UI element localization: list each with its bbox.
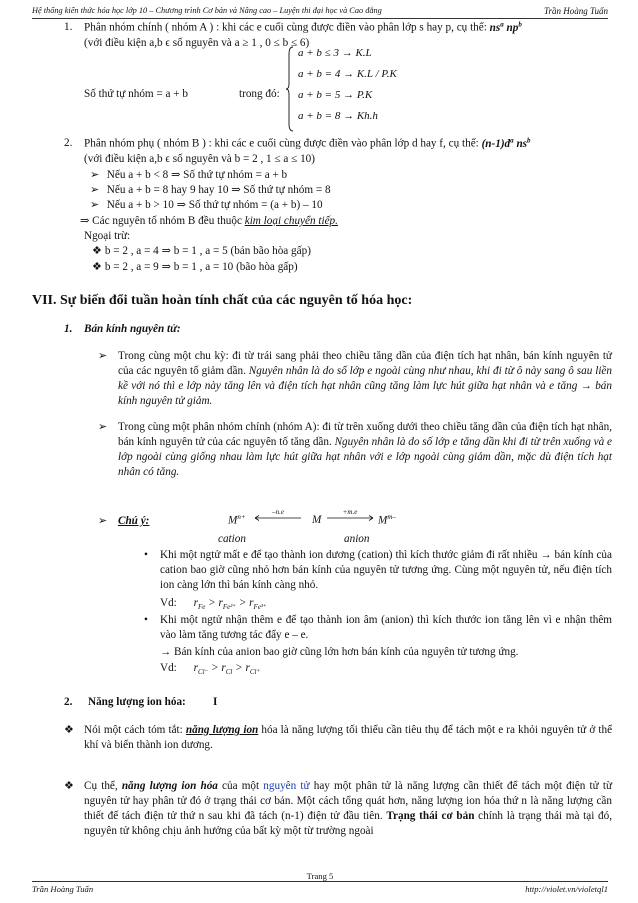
sub2-number: 2. — [64, 696, 73, 708]
arrow-bullet-icon: ➢ — [98, 421, 108, 433]
eq-arrow-2 — [326, 508, 374, 521]
s2-mid2: hay một phân tử là năng lượng cần thiết để tách một điện tử từ nguyên tử hay phân tử đó ở trạng thái cơ bản. Một cách tổng quát hơn, năng lượng ion hóa thứ n là năng lượng cần thiết để tách điện tử thứ n sau khi đã tách (n-1) điện tử đầu tiên. — [84, 780, 613, 822]
item1-formula-mid: np — [503, 21, 519, 34]
vd1-sub3: Fe³⁺ — [253, 603, 267, 612]
page-header — [32, 4, 608, 19]
diamond-bullet-icon: ❖ — [64, 780, 75, 792]
arrow-bullet-icon: ➢ — [90, 199, 100, 211]
anion-result: → Bán kính của anion bao giờ cũng lớn hơn bán kính của nguyên tử tương ứng. — [160, 646, 519, 658]
case-brace — [286, 46, 294, 132]
eq-arrow-1 — [254, 508, 302, 521]
note-label: Chú ý: — [118, 515, 150, 527]
item1-line2: (với điều kiện a,b ϵ số nguyên và a ≥ 1 , 0 ≤ b ≤ 6) — [84, 37, 310, 49]
eq-anion: anion — [344, 533, 370, 545]
eq-right-sup: m– — [387, 513, 396, 521]
page-footer — [32, 871, 608, 896]
item2-formula-mid: ns — [513, 137, 528, 150]
eq-right-symbol: M — [378, 514, 388, 527]
exception-1 — [92, 244, 311, 259]
diamond-bullet-icon: ❖ — [92, 261, 103, 273]
case-1: a + b ≤ 3 → K.L — [298, 47, 372, 59]
section-title: VII. Sự biến đổi tuần hoàn tính chất của các nguyên tố hóa học: — [32, 293, 413, 308]
header-left: Hệ thống kiến thức hóa học lớp 10 – Chương trình Cơ bản và Nâng cao – Luyện thi đại học và Cao đẳng — [32, 6, 382, 15]
vd1: Vd: $r_{Fe} > r_{Fe^{2+}} > r_{Fe^{3+}}$ — [160, 597, 267, 612]
s2-end: chính là trạng thái mà tại đó, nguyên tử không chịu ảnh hưởng của bất kỳ một từ trường ngoài — [84, 810, 613, 837]
bullet-text: Nếu a + b > 10 ⇒ Số thứ tự nhóm = (a + b) – 10 — [106, 199, 323, 211]
eq-left — [228, 513, 246, 529]
s1-prefix: Nói một cách tóm tắt: — [84, 724, 183, 736]
case-2: a + b = 4 → K.L / P.K — [298, 68, 397, 80]
vd-label: Vd: — [160, 597, 177, 609]
ionization-summary — [84, 723, 612, 753]
s2-mid1: của một — [222, 780, 260, 792]
case-4: a + b = 8 → Kh.h — [298, 110, 378, 122]
exception-text: b = 2 , a = 9 ⇒ b = 1 , a = 10 (bão hòa gấp) — [104, 261, 298, 273]
p1-italic: Nguyên nhân là do số lớp e ngoài cùng như nhau, khi đi từ ô này sang ô sau liền kề với nó thì e lớp này tăng lên và điện tích hạt nhân cũng tăng làm lực hút giữa hạt nhân và e tăng → bán kính nguyên tử giảm. — [118, 365, 612, 407]
item1-group-label: Số thứ tự nhóm = a + b — [84, 88, 188, 100]
s2-prefix: Cụ thể, — [84, 780, 118, 792]
item2-sup2: b — [527, 136, 531, 144]
item1-where: trong đó: — [239, 88, 280, 100]
vd1-sub2: Fe²⁺ — [222, 603, 237, 612]
vd2-sub1: Cl⁻ — [197, 668, 209, 677]
item2-text: Phân nhóm phụ ( nhóm B ) : khi các e cuối cùng được điền vào phân lớp d hay f, cụ thể: — [84, 137, 479, 150]
s2-bold2: Trạng thái cơ bản — [386, 810, 475, 822]
sub2-title: Năng lượng ion hóa: — [88, 696, 186, 708]
vd-label: Vd: — [160, 662, 177, 674]
footer-url[interactable]: http://violet.vn/violetql1 — [525, 884, 608, 894]
arrow-bullet-icon: ➢ — [98, 515, 108, 527]
item1-line1 — [84, 20, 609, 36]
item2-number: 2. — [64, 137, 73, 149]
item2-line1 — [84, 136, 614, 152]
p2-italic: Nguyên nhân là do số lớp e tăng dần khi đi từ trên xuống và e lớp ngoài cùng giống nhau làm lực hút giữa hạt nhân với e lớp ngoài cùng giảm dần, mặc dù điện tích hạt nhân có tăng. — [118, 436, 612, 478]
eq-arrow1-label: –n.e — [272, 508, 284, 516]
anion-paragraph: Khi một ngtử nhận thêm e để tạo thành ion âm (anion) thì kích thước ion tăng lên vì e nhận thêm vào làm tăng tương tác đẩy e – e. — [160, 614, 612, 641]
footer-left: Trần Hoàng Tuấn — [32, 884, 94, 894]
exceptions-label: Ngoại trừ: — [84, 230, 131, 242]
case-3: a + b = 5 → P.K — [298, 89, 373, 101]
p2-text: Trong cùng một phân nhóm chính (nhóm A): đi từ trên xuống dưới theo chiều tăng dần của điện tích hạt nhân, bán kính nguyên tử của các nguyên tố tăng dần. — [118, 421, 612, 448]
item2-bullet-1 — [90, 168, 287, 183]
eq-right — [378, 513, 396, 529]
arrow-bullet-icon: ➢ — [98, 350, 108, 362]
footer-page-number: Trang 5 — [306, 871, 334, 881]
diamond-bullet-icon: ❖ — [92, 245, 103, 257]
cation-paragraph: Khi một ngtử mất e để tạo thành ion dương (cation) thì kích thước giảm đi rất nhiều → bán kính của cation bao giờ cũng nhỏ hơn bán kính của nguyên tử tương ứng. Cùng một nguyên tử, nếu điện tích ion càng lớn thì bán kính càng nhỏ. — [160, 549, 612, 591]
item1-sup1: a — [500, 20, 504, 28]
item2-conclusion — [80, 214, 338, 229]
item1-sup2: b — [518, 20, 522, 28]
item2-line2: (với điều kiện a,b ϵ số nguyên và b = 2 , 1 ≤ a ≤ 10) — [84, 153, 315, 165]
item1-number: 1. — [64, 21, 73, 33]
dot-bullet-icon: • — [144, 549, 148, 561]
exception-2 — [92, 260, 298, 275]
item2-formula: (n-1)d — [481, 137, 511, 150]
diamond-bullet-icon: ❖ — [64, 724, 75, 736]
nguyen-tu-link[interactable]: nguyên tử — [263, 780, 310, 792]
p1-text: Trong cùng một chu kỳ: đi từ trái sang phải theo chiều tăng dần của điện tích hạt nhân, bán kính nguyên tử của các nguyên tố giảm dần. — [118, 350, 612, 377]
sub1-number: 1. — [64, 323, 73, 335]
bullet-text: Nếu a + b < 8 ⇒ Số thứ tự nhóm = a + b — [106, 169, 288, 181]
radius-period-paragraph — [118, 349, 612, 409]
conclusion-link: kim loại chuyển tiếp. — [244, 215, 338, 227]
header-right: Trần Hoàng Tuấn — [543, 6, 608, 16]
vd2-sub3: Cl⁺ — [249, 668, 261, 677]
dot-bullet-icon: • — [144, 614, 148, 626]
ionization-detail — [84, 779, 612, 839]
s1-bold: năng lượng ion — [185, 724, 259, 736]
item2-sup1: a — [510, 136, 514, 144]
eq-arrow2-label: +m.e — [342, 508, 358, 516]
vd2-sub2: Cl — [225, 668, 233, 677]
item1-formula: ns — [489, 21, 501, 34]
sub1-title: Bán kính nguyên tử: — [84, 323, 181, 335]
eq-mid: M — [312, 514, 322, 526]
arrow-bullet-icon: ➢ — [90, 169, 100, 181]
vd1-r: r — [193, 597, 198, 609]
arrow-bullet-icon: ➢ — [90, 184, 100, 196]
sub2-symbol: I — [213, 696, 218, 708]
s2-bold: năng lượng ion hóa — [121, 780, 218, 792]
item1-text: Phân nhóm chính ( nhóm A ) : khi các e cuối cùng được điền vào phân lớp s hay p, cụ thể: — [84, 21, 487, 34]
conclusion-text: ⇒ Các nguyên tố nhóm B đều thuộc — [80, 215, 242, 227]
eq-cation: cation — [218, 533, 246, 545]
vd2: Vd: $r_{Cl^-} > r_{Cl} > r_{Cl^+}$ — [160, 662, 261, 677]
eq-left-sup: n+ — [237, 513, 246, 521]
item2-bullet-3 — [90, 198, 323, 213]
exception-text: b = 2 , a = 4 ⇒ b = 1 , a = 5 (bán bão hòa gấp) — [104, 245, 311, 257]
bullet-text: Nếu a + b = 8 hay 9 hay 10 ⇒ Số thứ tự nhóm = 8 — [106, 184, 331, 196]
s1-rest: hóa là năng lượng tối thiểu cần tiêu thụ để tách một e ra khỏi nguyên tử ở thể khí và biến thành ion dương. — [84, 724, 613, 751]
item2-bullet-2 — [90, 183, 331, 198]
radius-group-paragraph — [118, 420, 612, 480]
eq-left-symbol: M — [228, 514, 238, 527]
vd1-sub1: Fe — [197, 603, 206, 612]
